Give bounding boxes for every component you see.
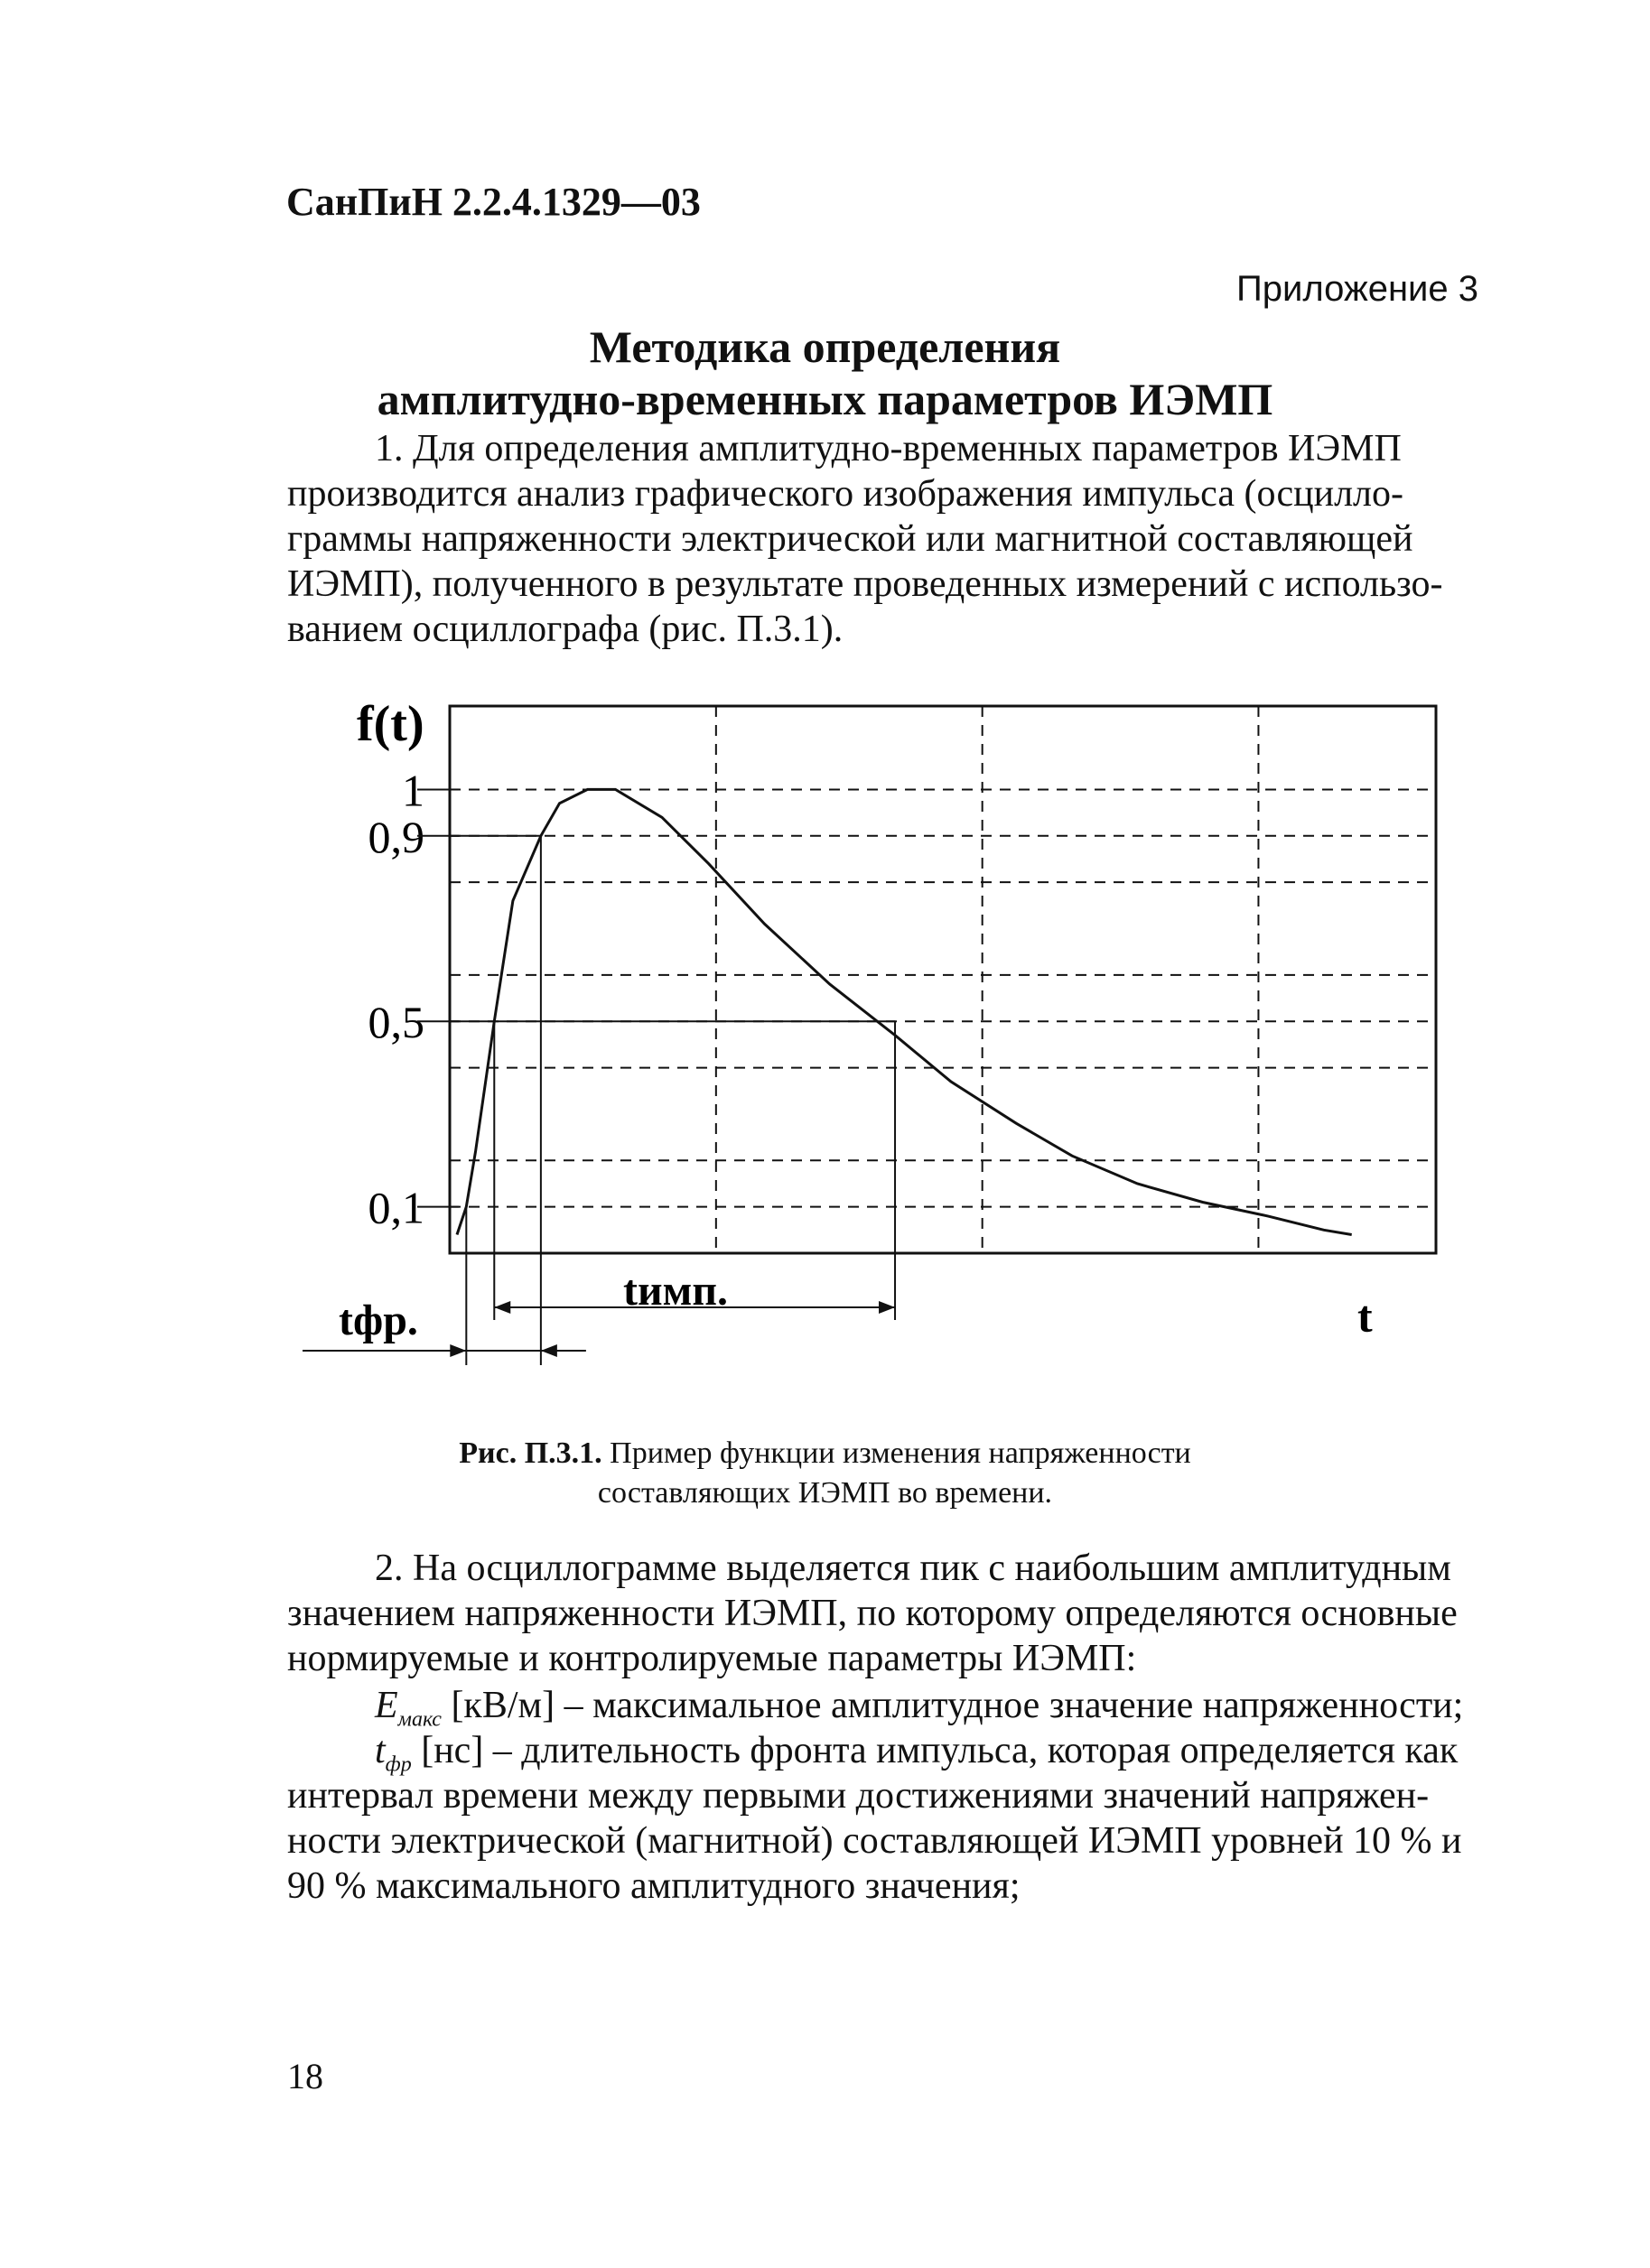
title-line-2: амплитудно-временных параметров ИЭМП <box>377 374 1273 424</box>
timp-arrowhead-left <box>494 1301 510 1314</box>
para2-line-1: 2. На осциллограмме выделяется пик с наибольшим амплитудным <box>375 1548 1451 1589</box>
emax-subscript: макс <box>397 1707 442 1732</box>
y-tick-label: 0,1 <box>368 1182 424 1233</box>
timp-arrowhead-right <box>879 1301 895 1314</box>
figure-caption-prefix: Рис. П.3.1. <box>459 1436 602 1470</box>
para2-line-3: нормируемые и контролируемые параметры ИЭМП: <box>287 1638 1137 1679</box>
para2-line-2: значением напряженности ИЭМП, по которому определяются основные <box>287 1593 1458 1634</box>
chart-y-tick-labels <box>368 765 460 1232</box>
emax-text: [кВ/м] – максимальное амплитудное значение напряженности; <box>441 1685 1464 1726</box>
para1-line-3: граммы напряженности электрической или магнитной составляющей <box>287 518 1413 560</box>
para1-line-2: производится анализ графического изображения импульса (осцилло- <box>287 473 1404 515</box>
definition-tfr-line-2: интервал времени между первыми достижениями значений напряжен- <box>287 1775 1430 1817</box>
figure-caption-line-1 <box>0 1434 1650 1473</box>
pulse-duration-label: tимп. <box>623 1267 728 1315</box>
tfr-arrowhead-left <box>450 1344 466 1357</box>
pulse-curve <box>457 789 1352 1234</box>
tfr-arrowhead-right <box>541 1344 557 1357</box>
figure-caption-line-2: составляющих ИЭМП во времени. <box>597 1476 1053 1510</box>
title-line-1: Методика определения <box>589 321 1061 372</box>
document-code: СанПиН 2.2.4.1329—03 <box>286 180 701 224</box>
definition-tfr-line-3: ности электрической (магнитной) составляющей ИЭМП уровней 10 % и <box>287 1820 1462 1862</box>
y-tick-label: 0,9 <box>368 811 424 862</box>
para1-line-5: ванием осциллографа (рис. П.3.1). <box>287 609 844 650</box>
para1-line-4: ИЭМП), полученного в результате проведенных измерений с использо- <box>287 563 1443 605</box>
emax-symbol: E <box>375 1685 398 1726</box>
figure-caption-text: Пример функции изменения напряженности <box>610 1436 1191 1470</box>
x-axis-label: t <box>1357 1291 1373 1342</box>
y-tick-label: 0,5 <box>368 997 424 1048</box>
tfr-subscript: фр <box>385 1752 412 1777</box>
page-number: 18 <box>287 2056 323 2096</box>
front-duration-label: tфр. <box>339 1297 418 1344</box>
y-axis-label: f(t) <box>357 696 424 752</box>
tfr-symbol: t <box>375 1730 386 1771</box>
definition-tfr-line-4: 90 % максимального амплитудного значения; <box>287 1865 1021 1907</box>
tfr-text: [нс] – длительность фронта импульса, которая определяется как <box>411 1730 1459 1771</box>
y-tick-label: 1 <box>402 765 424 816</box>
para1-line-1: 1. Для определения амплитудно-временных параметров ИЭМП <box>375 428 1402 469</box>
appendix-label: Приложение 3 <box>1236 269 1478 309</box>
